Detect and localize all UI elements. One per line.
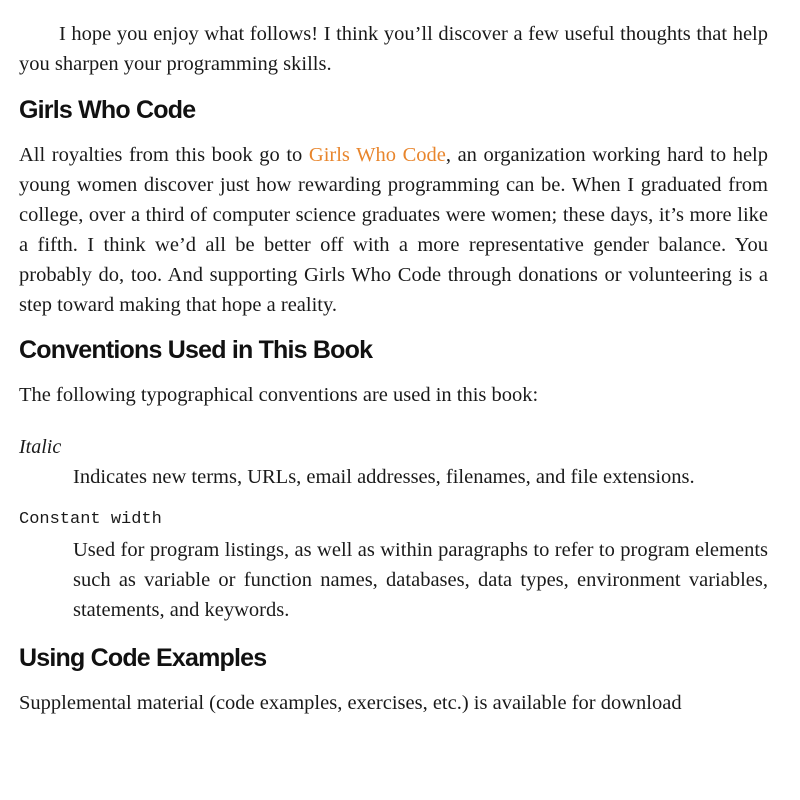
convention-description-italic: Indicates new terms, URLs, email addresses, filenames, and file extensions. — [73, 466, 695, 488]
conventions-heading: Conventions Used in This Book — [19, 336, 373, 364]
book-page — [19, 0, 768, 718]
code-examples-heading: Using Code Examples — [19, 644, 267, 672]
convention-term-constant-width: Constant width — [19, 510, 162, 529]
girls-who-code-text-after: , an organization working hard to help young women discover just how rewarding programming can be. When I graduated from college, over a third of computer science graduates were women; these days, it’s more like a fifth. I think we’d all be better off with a more representative gender balance. You probably do, too. And supporting Girls Who Code through donations or volunteering is a step toward making that hope a reality. — [19, 144, 768, 316]
code-examples-paragraph: Supplemental material (code examples, exercises, etc.) is available for download — [19, 692, 682, 714]
convention-term-italic: Italic — [19, 436, 62, 458]
conventions-list — [19, 432, 768, 625]
convention-description-constant-width: Used for program listings, as well as within paragraphs to refer to program elements such as variable or function names, databases, data types, environment variables, statements, and keywords. — [73, 539, 768, 621]
conventions-intro: The following typographical conventions are used in this book: — [19, 384, 539, 406]
intro-paragraph: I hope you enjoy what follows! I think you’ll discover a few useful thoughts that help you sharpen your programming skills. — [19, 23, 768, 75]
girls-who-code-text-before: All royalties from this book go to — [19, 144, 309, 166]
girls-who-code-link[interactable]: Girls Who Code — [308, 144, 446, 166]
girls-who-code-heading: Girls Who Code — [19, 96, 196, 124]
girls-who-code-paragraph — [19, 140, 768, 320]
